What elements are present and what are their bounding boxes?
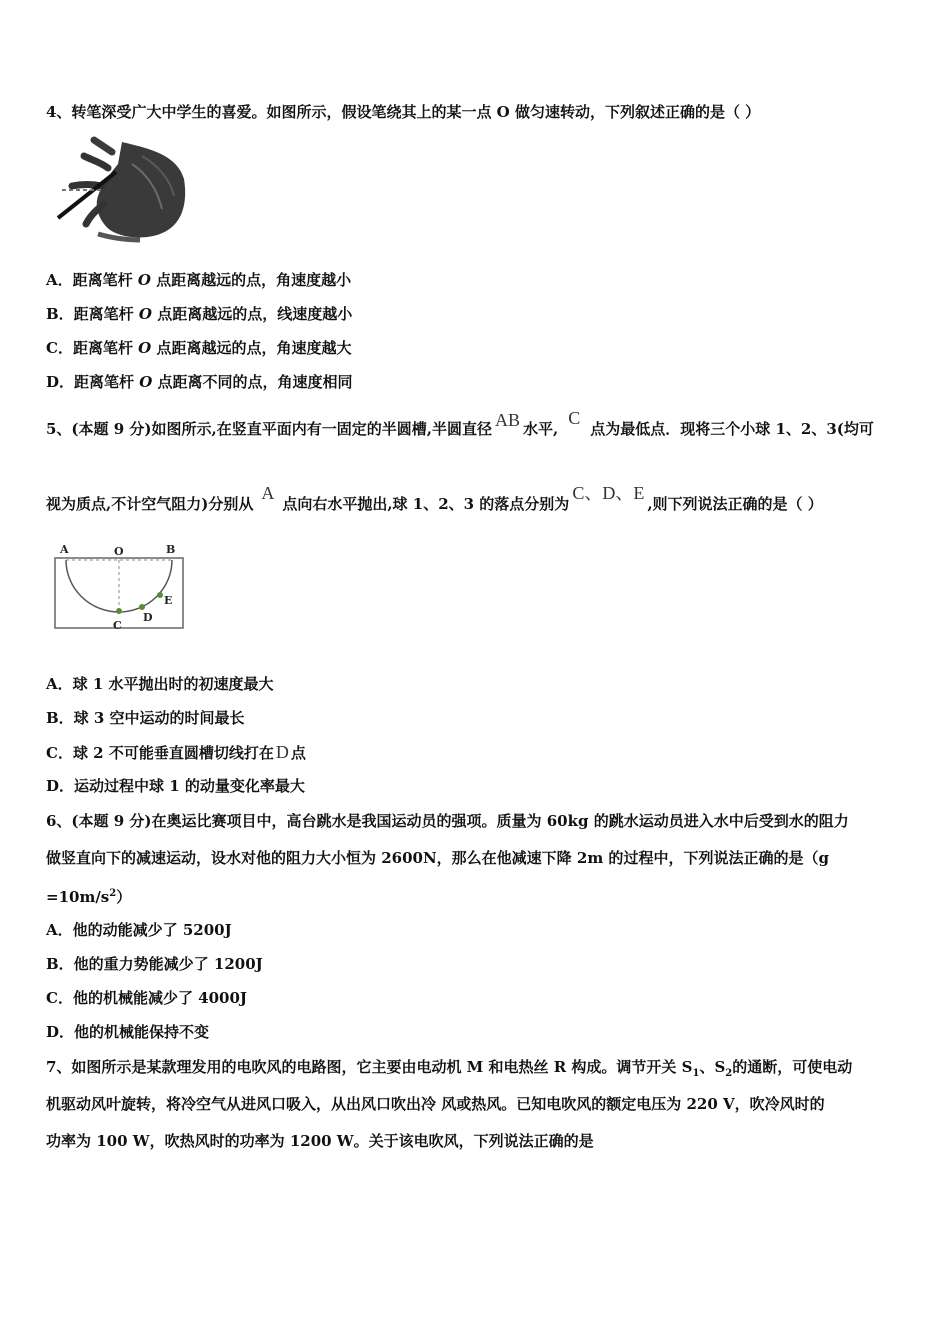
semicircle-groove-diagram [52, 540, 188, 636]
q7-stem-line3: 功率为 100 W，吹热风时的功率为 1200 W。关于该电吹风，下列说法正确的是 [46, 1132, 594, 1150]
q6-option-a: A．他的动能减少了 5200J [46, 921, 232, 939]
q4-stem: 4、转笔深受广大中学生的喜爱。如图所示，假设笔绕其上的某一点 O 做匀速转动，下列叙述正确的是（ ） [46, 103, 761, 121]
q6-stem-line2: 做竖直向下的减速运动，设水对他的阻力大小恒为 2600N，那么在他减速下降 2m 的过程中，下列说法正确的是（g [46, 849, 829, 867]
q5-option-a: A．球 1 水平抛出时的初速度最大 [46, 675, 274, 693]
q5-option-b: B．球 3 空中运动的时间最长 [46, 709, 245, 727]
q6-option-b: B．他的重力势能减少了 1200J [46, 955, 263, 973]
q6-option-d: D．他的机械能保持不变 [46, 1023, 210, 1041]
q5-option-c: C．球 2 不可能垂直圆槽切线打在 D 点 [46, 742, 306, 762]
q5-option-d: D．运动过程中球 1 的动量变化率最大 [46, 777, 305, 795]
q6-stem-line3: $=10m/s^2$） [46, 888, 132, 906]
label-a: A [60, 543, 69, 556]
label-e: E [164, 594, 173, 607]
q5-stem-line1: 5、(本题 9 分)如图所示,在竖直平面内有一固定的半圆槽,半圆直径 AB 水平,C点为最低点．现将三个小球 1、2、3(均可 [46, 408, 874, 438]
q6-stem-line1: 6、(本题 9 分)在奥运比赛项目中，高台跳水是我国运动员的强项。质量为 60kg 的跳水运动员进入水中后受到水的阻力 [46, 812, 849, 830]
q4-option-b: B．距离笔杆 O 点距离越远的点，线速度越小 [46, 305, 353, 323]
q4-option-c: C．距离笔杆 O 点距离越远的点，角速度越大 [46, 339, 352, 357]
label-b: B [166, 543, 176, 556]
label-o: O [114, 545, 124, 558]
q7-stem-line1: 7、如图所示是某款理发用的电吹风的电路图，它主要由电动机 M 和电热丝 R 构成。调节开关 $S_1$、$S_2$的通断，可使电动 [46, 1058, 853, 1079]
label-c: C [113, 619, 122, 632]
q6-option-c: C．他的机械能减少了 4000J [46, 989, 248, 1007]
pen-hand-image [52, 134, 188, 246]
q5-stem-line2: 视为质点,不计空气阻力)分别从A点向右水平抛出,球 1、2、3 的落点分别为C、D、E,则下列说法正确的是（ ） [46, 483, 823, 513]
q4-option-d: D．距离笔杆 O 点距离不同的点，角速度相同 [46, 373, 353, 391]
q7-stem-line2: 机驱动风叶旋转，将冷空气从进风口吸入，从出风口吹出冷 风或热风。已知电吹风的额定电压为 220 V，吹冷风时的 [46, 1095, 825, 1113]
label-d: D [143, 611, 153, 624]
q4-option-a: A．距离笔杆 O 点距离越远的点，角速度越小 [46, 271, 352, 289]
